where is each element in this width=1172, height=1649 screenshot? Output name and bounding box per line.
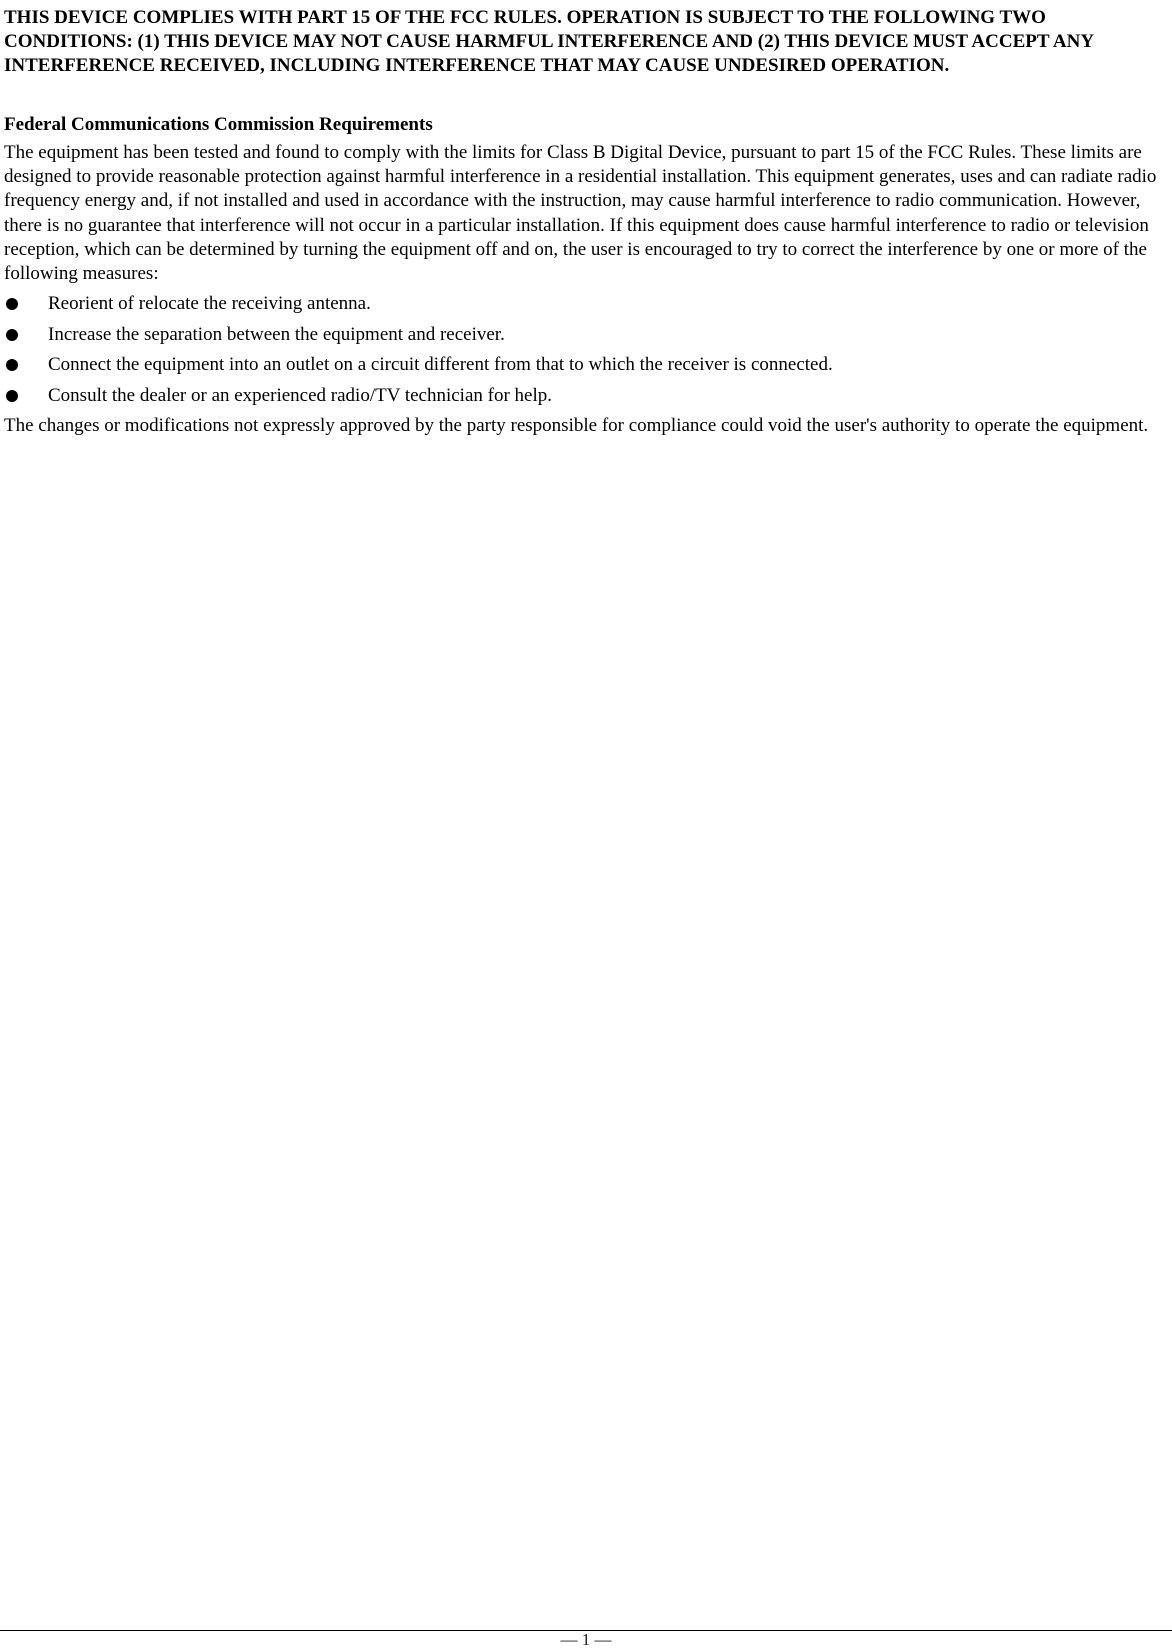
list-item [4, 320, 1166, 351]
document-page [4, 6, 1166, 438]
list-item [4, 350, 1166, 381]
list-item [4, 289, 1166, 320]
measures-list [4, 289, 1166, 411]
list-item-text: Reorient of relocate the receiving antenna. [48, 293, 371, 315]
page-number: — 1 — [560, 1630, 612, 1649]
intro-paragraph: The equipment has been tested and found to comply with the limits for Class B Digital Device, pursuant to part 15 of the FCC Rules. These limits are designed to provide reasonable protection against harmful interference in a residential installation. This equipment generates, uses and can radiate radio frequency energy and, if not installed and used in accordance with the instruction, may cause harmful interference to radio communication. However, there is no guarantee that interference will not occur in a particular installation. If this equipment does cause harmful interference to radio or television reception, which can be determined by turning the equipment off and on, the user is encouraged to try to correct the interference by one or more of the following measures: [4, 142, 1157, 285]
page-footer [0, 1630, 1172, 1649]
bullet-dot-icon [4, 390, 48, 402]
bullet-dot-icon [4, 298, 48, 310]
bullet-dot-icon [4, 329, 48, 341]
list-item-text: Connect the equipment into an outlet on a circuit different from that to which the receiver is connected. [48, 354, 833, 376]
closing-paragraph: The changes or modifications not expressly approved by the party responsible for compliance could void the user's authority to operate the equipment. [4, 415, 1149, 437]
list-item-text: Consult the dealer or an experienced radio/TV technician for help. [48, 384, 553, 406]
bullet-dot-icon [4, 359, 48, 371]
list-item-text: Increase the separation between the equipment and receiver. [48, 323, 505, 345]
section-heading: Federal Communications Commission Requirements [4, 114, 433, 135]
fcc-compliance-notice: THIS DEVICE COMPLIES WITH PART 15 OF THE FCC RULES. OPERATION IS SUBJECT TO THE FOLLOWING TWO CONDITIONS: (1) THIS DEVICE MAY NOT CAUSE HARMFUL INTERFERENCE AND (2) THIS DEVICE MUST ACCEPT ANY INTERFERENCE RECEIVED, INCLUDING INTERFERENCE THAT MAY CAUSE UNDESIRED OPERATION. [4, 7, 1094, 76]
list-item [4, 381, 1166, 412]
